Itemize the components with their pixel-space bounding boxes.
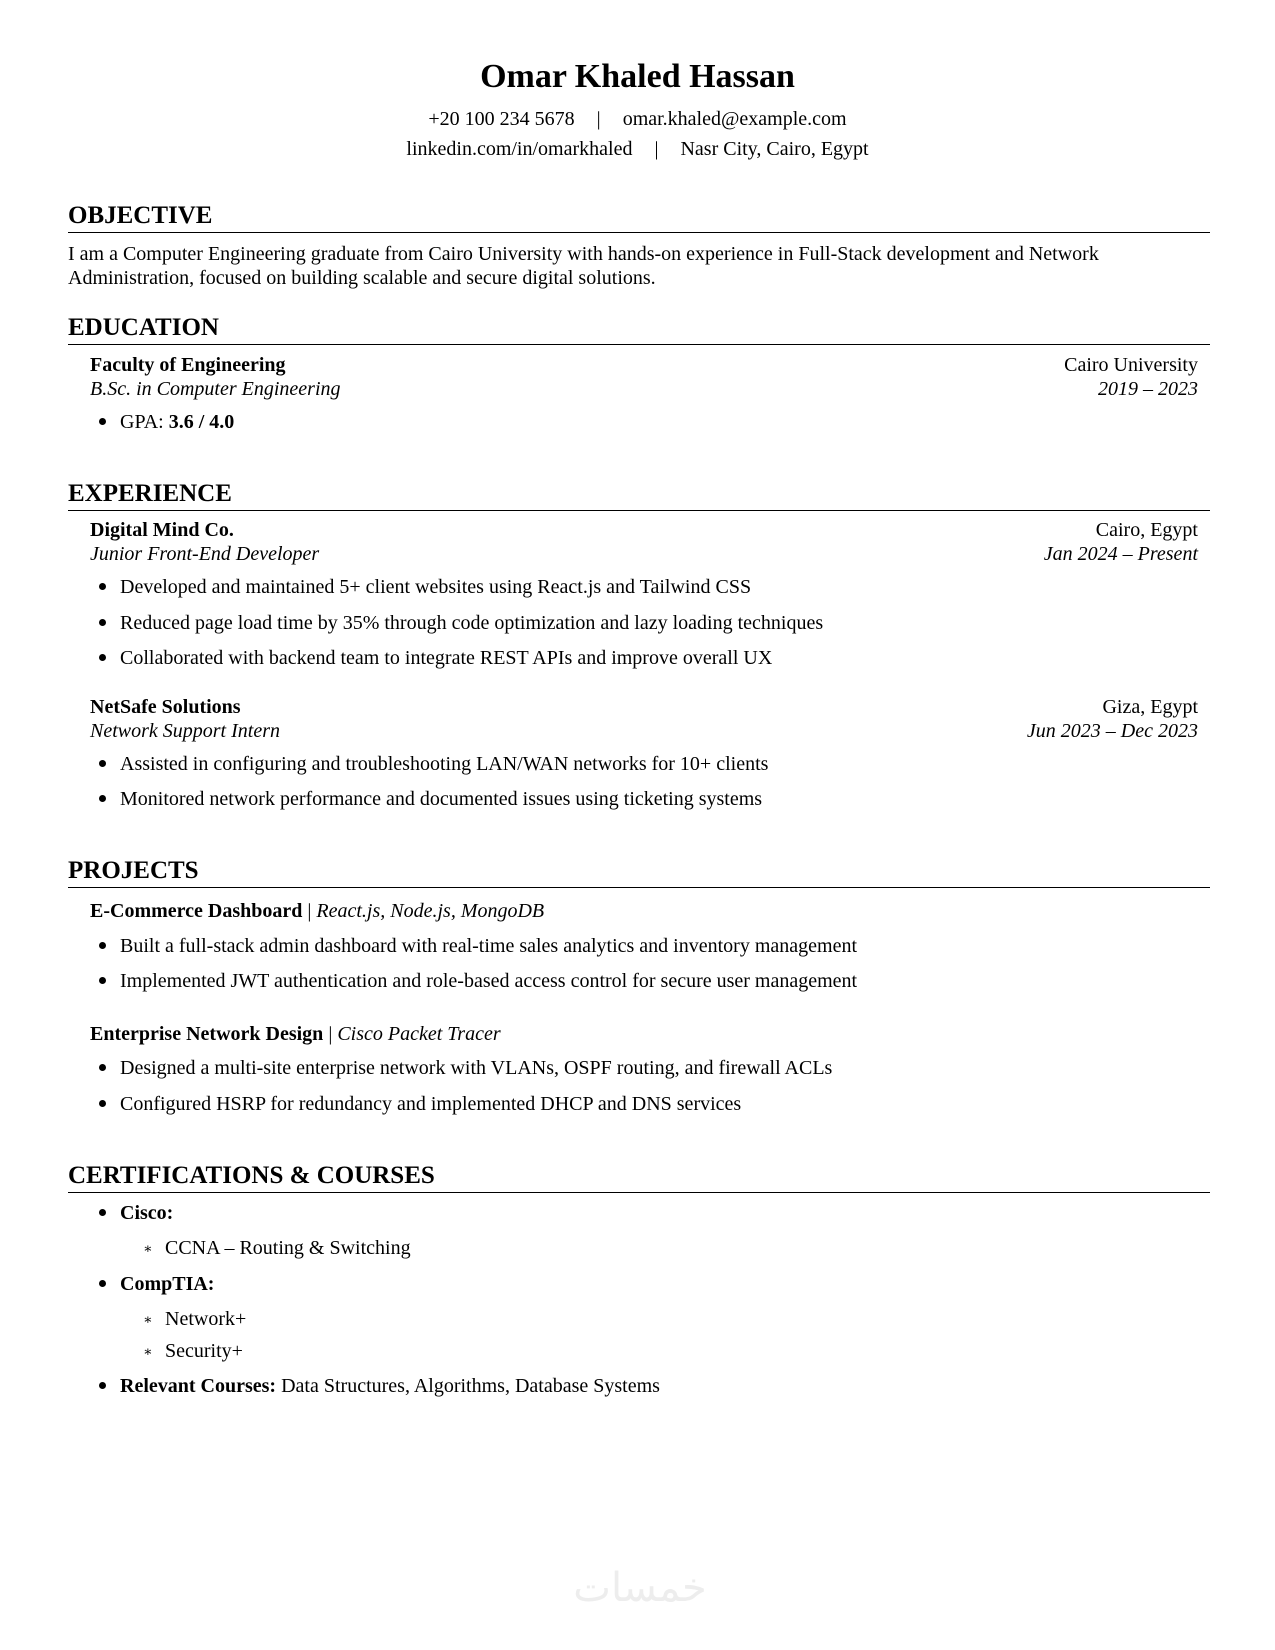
section-title-experience: EXPERIENCE <box>68 479 1210 511</box>
list-item <box>99 934 857 959</box>
bullet-text: Assisted in configuring and troubleshooting LAN/WAN networks for 10+ clients <box>120 753 769 775</box>
project-tech: React.js, Node.js, MongoDB <box>316 900 545 922</box>
location: Nasr City, Cairo, Egypt <box>680 138 869 160</box>
school-name: Faculty of Engineering <box>90 354 286 376</box>
asterisk-icon: ∗ <box>143 1313 153 1328</box>
sub-list-item <box>143 1339 243 1366</box>
bullet-icon <box>99 1280 106 1287</box>
email[interactable]: omar.khaled@example.com <box>622 108 847 130</box>
cert-group-cisco: Cisco: <box>120 1202 174 1224</box>
bullet-icon <box>99 619 106 626</box>
project-name: Enterprise Network Design <box>90 1023 324 1045</box>
university-name: Cairo University <box>1064 354 1198 376</box>
bullet-icon <box>99 1382 106 1389</box>
job-role: Junior Front-End Developer <box>90 543 320 565</box>
job-location: Giza, Egypt <box>1102 696 1198 718</box>
candidate-name: Omar Khaled Hassan <box>480 58 795 95</box>
bullet-text: Designed a multi-site enterprise network with VLANs, OSPF routing, and firewall ACLs <box>120 1057 833 1079</box>
list-item <box>99 611 823 636</box>
bullet-text: Built a full-stack admin dashboard with real-time sales analytics and inventory management <box>120 935 858 957</box>
list-item <box>99 752 768 777</box>
list-item <box>99 1374 660 1399</box>
asterisk-icon: ∗ <box>143 1345 153 1360</box>
job-dates: Jan 2024 – Present <box>1043 543 1198 565</box>
bullet-icon <box>99 1064 106 1071</box>
project-heading: E-Commerce Dashboard | React.js, Node.js, MongoDB <box>90 900 545 922</box>
section-title-objective: OBJECTIVE <box>68 201 1210 233</box>
bullet-text: Implemented JWT authentication and role-based access control for secure user management <box>120 970 858 992</box>
phone: +20 100 234 5678 <box>428 108 575 130</box>
project-heading: Enterprise Network Design | Cisco Packet Tracer <box>90 1023 501 1045</box>
contact-line-1 <box>0 106 1275 132</box>
sub-list-item <box>143 1307 246 1334</box>
bullet-icon <box>99 1209 106 1216</box>
list-item <box>99 646 772 671</box>
bullet-text: Reduced page load time by 35% through code optimization and lazy loading techniques <box>120 612 824 634</box>
company-name: Digital Mind Co. <box>90 519 234 541</box>
sub-list-item <box>143 1236 411 1263</box>
list-item <box>99 1092 741 1117</box>
bullet-text: Collaborated with backend team to integrate REST APIs and improve overall UX <box>120 647 773 669</box>
project-name: E-Commerce Dashboard <box>90 900 303 922</box>
bullet-icon <box>99 583 106 590</box>
bullet-text: Monitored network performance and documented issues using ticketing systems <box>120 788 763 810</box>
gpa-value: 3.6 / 4.0 <box>168 411 235 433</box>
bullet-text: Configured HSRP for redundancy and implemented DHCP and DNS services <box>120 1093 742 1115</box>
bullet-icon <box>99 795 106 802</box>
degree: B.Sc. in Computer Engineering <box>90 378 341 400</box>
separator: | <box>654 138 659 160</box>
gpa-label: GPA: <box>120 411 164 433</box>
section-title-certifications: CERTIFICATIONS & COURSES <box>68 1161 1210 1193</box>
job-dates: Jun 2023 – Dec 2023 <box>1026 720 1198 742</box>
job-role: Network Support Intern <box>90 720 280 742</box>
list-item <box>99 410 234 435</box>
cert-group-comptia: CompTIA: <box>120 1273 215 1295</box>
education-dates: 2019 – 2023 <box>1098 378 1198 400</box>
section-title-projects: PROJECTS <box>68 856 1210 888</box>
bullet-icon <box>99 760 106 767</box>
objective-line-2: Administration, focused on building scalable and secure digital solutions. <box>68 267 656 289</box>
watermark-logo: خمسات <box>573 1565 707 1611</box>
asterisk-icon: ∗ <box>143 1242 153 1257</box>
job-location: Cairo, Egypt <box>1095 519 1198 541</box>
bullet-icon <box>99 654 106 661</box>
bullet-text: Developed and maintained 5+ client websites using React.js and Tailwind CSS <box>120 576 752 598</box>
cert-name: CCNA – Routing & Switching <box>165 1237 411 1259</box>
objective-line-1: I am a Computer Engineering graduate from Cairo University with hands-on experience in Full-Stack development and Network <box>68 243 1099 265</box>
company-name: NetSafe Solutions <box>90 696 241 718</box>
section-title-education: EDUCATION <box>68 313 1210 345</box>
bullet-icon <box>99 418 106 425</box>
courses-label: Relevant Courses: <box>120 1375 277 1397</box>
contact-line-2 <box>0 136 1275 162</box>
cert-name: Security+ <box>165 1340 243 1362</box>
list-item <box>99 1056 832 1081</box>
bullet-icon <box>99 942 106 949</box>
cert-name: Network+ <box>165 1308 247 1330</box>
list-item <box>99 1272 214 1297</box>
list-item <box>99 969 857 994</box>
linkedin-link[interactable]: linkedin.com/in/omarkhaled <box>406 138 633 160</box>
list-item <box>99 575 751 600</box>
bullet-icon <box>99 977 106 984</box>
list-item <box>99 787 762 812</box>
courses-value: Data Structures, Algorithms, Database Systems <box>281 1375 660 1397</box>
project-tech: Cisco Packet Tracer <box>337 1023 501 1045</box>
bullet-icon <box>99 1100 106 1107</box>
list-item <box>99 1201 173 1226</box>
separator: | <box>596 108 601 130</box>
